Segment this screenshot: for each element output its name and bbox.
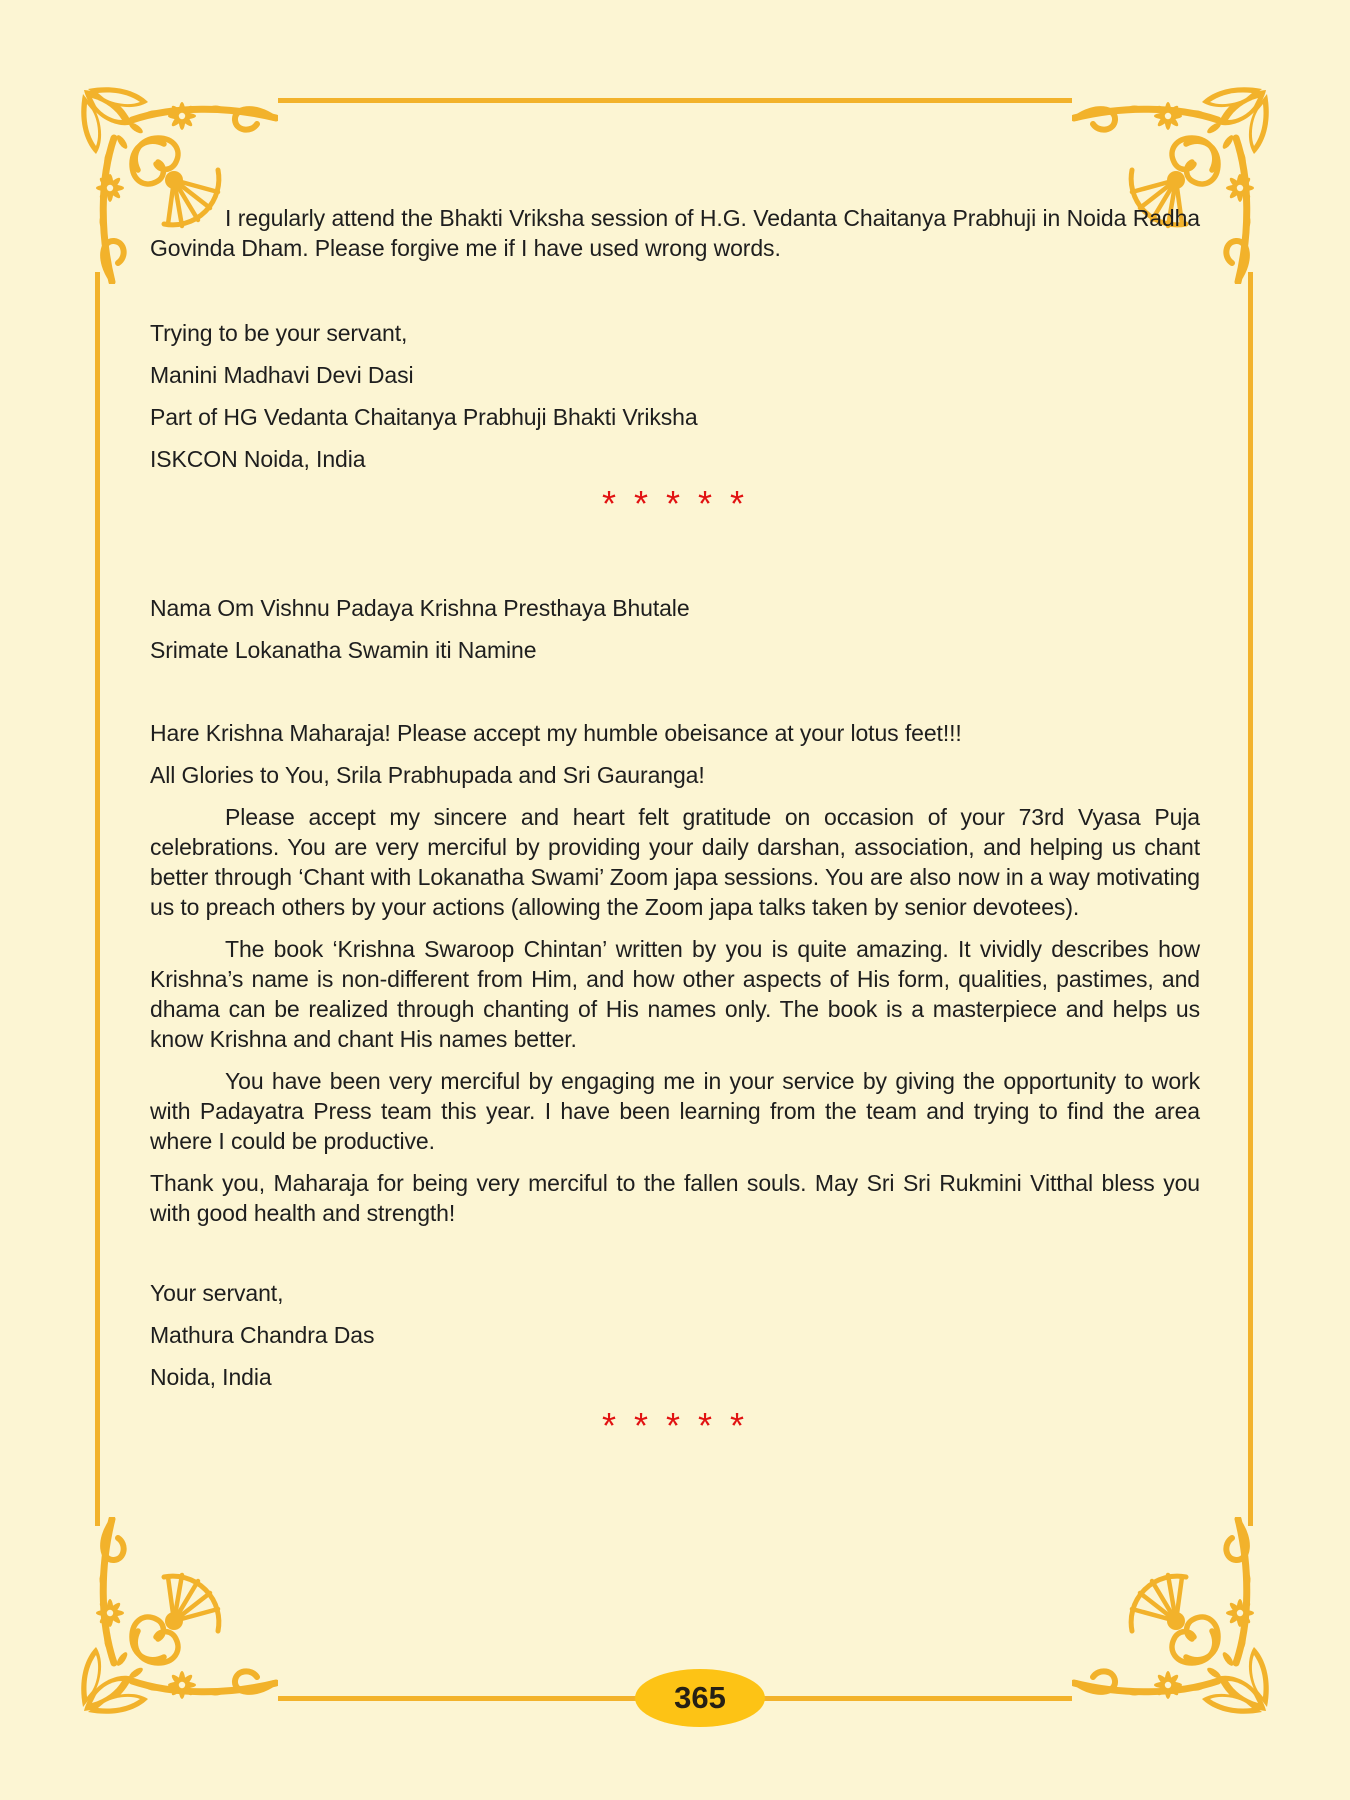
spacer bbox=[150, 677, 1200, 718]
signature-line: Mathura Chandra Das bbox=[150, 1322, 375, 1348]
paragraph: You have been very merciful by engaging me in your service by giving the opportunity to work with Padayatra Press team this year. I have been learning from the team and trying to find the area where I could be productive. bbox=[150, 1068, 1200, 1154]
section-separator-stars: * * * * * bbox=[601, 1405, 749, 1446]
paragraph: Please accept my sincere and heart felt gratitude on occasion of your 73rd Vyasa Puja celebrations. You are very merciful by providing your daily darshan, association, and helping us chant better through ‘Chant with Lokanatha Swami’ Zoom japa sessions. You are also now in a way motivating us to preach others by your actions (allowing the Zoom japa talks taken by senior devotees). bbox=[150, 804, 1200, 920]
page-number: 365 bbox=[674, 1680, 726, 1715]
border-line-left bbox=[95, 272, 100, 1526]
paragraph: The book ‘Krishna Swaroop Chintan’ written by you is quite amazing. It vividly describes how Krishna’s name is non-different from Him, and how other aspects of His form, qualities, pastimes, and dhama can be realized through chanting of His names only. The book is a masterpiece and helps us know Krishna and chant His names better. bbox=[150, 936, 1200, 1052]
floral-corner-ornament-icon bbox=[1072, 1517, 1272, 1717]
salutation-line: Hare Krishna Maharaja! Please accept my humble obeisance at your lotus feet!!! bbox=[150, 720, 962, 746]
signature-line: Your servant, bbox=[150, 1280, 284, 1306]
page-number-badge bbox=[635, 1669, 765, 1727]
floral-corner-ornament-icon bbox=[78, 1517, 278, 1717]
signature-line: ISKCON Noida, India bbox=[150, 446, 366, 472]
signature-line: Trying to be your servant, bbox=[150, 320, 408, 346]
spacer bbox=[150, 1240, 1200, 1278]
letter-text bbox=[150, 203, 1200, 1444]
paragraph: Thank you, Maharaja for being very merciful to the fallen souls. May Sri Sri Rukmini Vitthal bless you with good health and strength! bbox=[150, 1170, 1200, 1226]
invocation-line: Nama Om Vishnu Padaya Krishna Presthaya Bhutale bbox=[150, 595, 690, 621]
spacer bbox=[150, 275, 1200, 318]
signature-line: Noida, India bbox=[150, 1364, 272, 1390]
closing-paragraph: I regularly attend the Bhakti Vriksha session of H.G. Vedanta Chaitanya Prabhuji in Noida Radha Govinda Dham. Please forgive me if I have used wrong words. bbox=[150, 205, 1200, 261]
salutation-line: All Glories to You, Srila Prabhupada and Sri Gauranga! bbox=[150, 762, 705, 788]
signature-line: Manini Madhavi Devi Dasi bbox=[150, 362, 414, 388]
invocation-line: Srimate Lokanatha Swamin iti Namine bbox=[150, 637, 537, 663]
section-separator-stars: * * * * * bbox=[601, 483, 749, 524]
signature-line: Part of HG Vedanta Chaitanya Prabhuji Bhakti Vriksha bbox=[150, 404, 698, 430]
border-line-top bbox=[278, 98, 1072, 103]
border-line-right bbox=[1248, 272, 1253, 1526]
